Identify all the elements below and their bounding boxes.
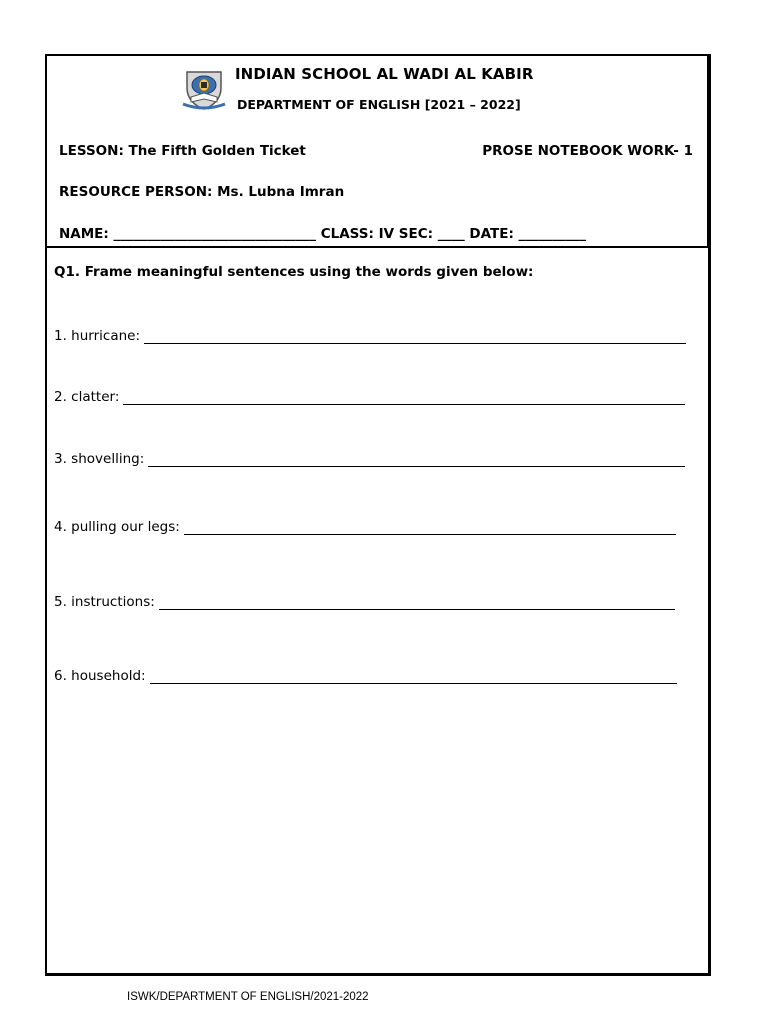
answer-line[interactable]	[150, 669, 677, 684]
notebook-work-label: PROSE NOTEBOOK WORK- 1	[482, 143, 693, 159]
answer-item[interactable]	[54, 668, 677, 684]
item-label: 4. pulling our legs:	[54, 519, 180, 535]
answer-item[interactable]	[54, 389, 685, 405]
item-label: 1. hurricane:	[54, 328, 141, 344]
department-title: DEPARTMENT OF ENGLISH [2021 – 2022]	[237, 97, 521, 112]
worksheet-header	[47, 56, 708, 248]
answer-line[interactable]	[184, 520, 676, 535]
answer-item[interactable]	[54, 328, 686, 344]
worksheet-page	[45, 54, 711, 976]
item-label: 3. shovelling:	[54, 451, 145, 467]
lesson-title: LESSON: The Fifth Golden Ticket	[59, 143, 306, 159]
school-emblem-icon	[181, 66, 227, 112]
answer-line[interactable]	[123, 390, 685, 405]
page-footer: ISWK/DEPARTMENT OF ENGLISH/2021-2022	[127, 991, 369, 1003]
answer-line[interactable]	[159, 595, 675, 610]
item-label: 5. instructions:	[54, 594, 155, 610]
answer-item[interactable]	[54, 594, 675, 610]
student-info-row: NAME: ______________________________ CLASS: IV SEC: ____ DATE: __________	[59, 226, 587, 242]
item-label: 2. clatter:	[54, 389, 120, 405]
item-label: 6. household:	[54, 668, 146, 684]
school-name: INDIAN SCHOOL AL WADI AL KABIR	[235, 65, 534, 83]
answer-item[interactable]	[54, 451, 685, 467]
question-prompt: Q1. Frame meaningful sentences using the words given below:	[54, 264, 534, 280]
answer-item[interactable]	[54, 519, 676, 535]
answer-line[interactable]	[144, 329, 686, 344]
answer-line[interactable]	[148, 452, 685, 467]
resource-person: RESOURCE PERSON: Ms. Lubna Imran	[59, 184, 345, 200]
